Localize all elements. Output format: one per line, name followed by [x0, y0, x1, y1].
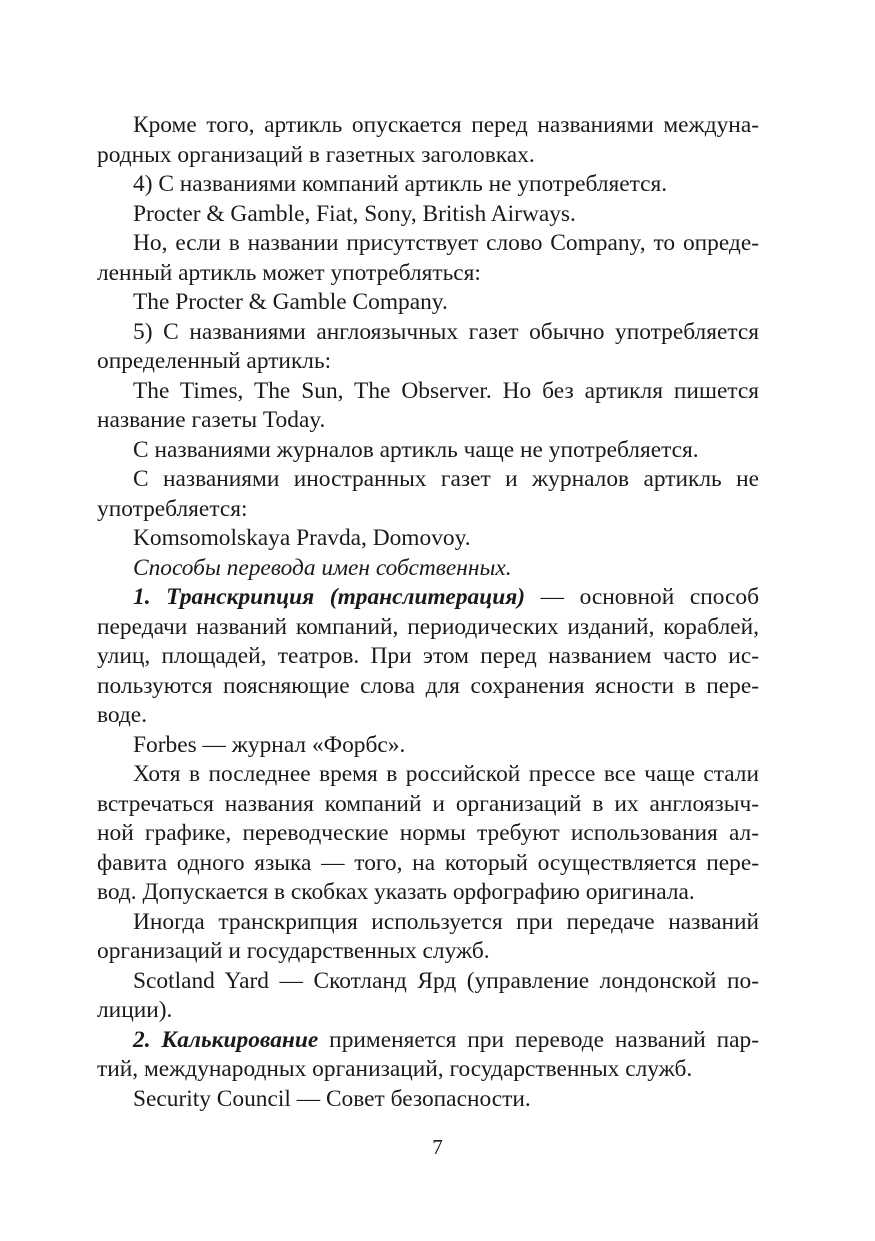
text-line: ной графике, переводческие нормы требуют использования ал-: [97, 820, 759, 846]
paragraph: [97, 318, 759, 377]
text-line: улиц, площадей, театров. При этом перед названием часто ис-: [97, 643, 759, 669]
example-line: лиции).: [97, 997, 173, 1023]
paragraph: [97, 583, 759, 731]
example-line: Procter & Gamble, Fiat, Sony, British Airways.: [133, 200, 576, 227]
term-heading-transcription: 1. Транскрипция (транслитерация): [133, 584, 526, 610]
paragraph: [97, 288, 759, 318]
paragraph: [97, 908, 759, 967]
section-subheading: Способы перевода имен собственных.: [133, 554, 512, 581]
text-line: The Times, The Sun, The Observer. Но без артикля пишется: [133, 377, 759, 404]
paragraph: [97, 731, 759, 761]
text-line: Хотя в последнее время в российской прессе все чаще стали: [133, 761, 759, 787]
text-fragment: применяется при переводе названий пар-: [318, 1026, 759, 1053]
paragraph: [97, 111, 759, 170]
paragraph: [97, 436, 759, 466]
text-line: С названиями журналов артикль чаще не употребляется.: [133, 436, 699, 463]
paragraph: [97, 524, 759, 554]
text-fragment: — основной способ: [525, 584, 759, 610]
text-line: ленный артикль может употребляться:: [97, 259, 481, 286]
paragraph: [97, 967, 759, 1026]
text-line: 5) С названиями англоязычных газет обычно употребляется: [133, 318, 759, 345]
paragraph: [97, 554, 759, 584]
example-line: Security Council — Совет безопасности.: [133, 1085, 531, 1112]
paragraph: [97, 1085, 759, 1115]
paragraph: [97, 1026, 759, 1085]
example-line: Komsomolskaya Pravda, Domovoy.: [133, 525, 471, 551]
example-line: Forbes — журнал «Форбс».: [133, 731, 406, 758]
text-line: определенный артикль:: [97, 348, 332, 374]
text-line: С названиями иностранных газет и журналов артикль не: [133, 466, 759, 492]
text-line: организаций и государственных служб.: [97, 938, 490, 964]
text-line: Но, если в названии присутствует слово Company, то опреде-: [133, 230, 759, 256]
text-line: Кроме того, артикль опускается перед названиями междуна-: [133, 112, 759, 138]
example-line: Scotland Yard — Скотланд Ярд (управление лондонской по-: [133, 967, 759, 994]
text-line: фавита одного языка — того, на который осуществляется пере-: [97, 849, 759, 876]
text-line: тий, международных организаций, государственных служб.: [97, 1056, 693, 1082]
paragraph: [97, 170, 759, 200]
text-line: название газеты Today.: [97, 407, 326, 433]
text-line: употребляется:: [97, 495, 248, 522]
text-line: [97, 583, 759, 613]
paragraph: [97, 229, 759, 288]
text-line: [97, 1026, 759, 1056]
text-line: родных организаций в газетных заголовках.: [97, 141, 535, 168]
text-line: вод. Допускается в скобках указать орфографию оригинала.: [97, 879, 695, 905]
text-line: 4) С названиями компаний артикль не употребляется.: [133, 171, 668, 197]
text-line: встречаться названия компаний и организаций в их англоязыч-: [97, 790, 759, 817]
text-line: воде.: [97, 702, 148, 728]
body-text: [97, 111, 759, 1114]
paragraph: [97, 200, 759, 230]
paragraph: [97, 465, 759, 524]
term-heading-calque: 2. Калькирование: [133, 1026, 319, 1053]
paragraph: [97, 377, 759, 436]
text-line: пользуются поясняющие слова для сохранения ясности в пере-: [97, 672, 759, 699]
page-number: 7: [432, 1135, 443, 1159]
example-line: The Procter & Gamble Company.: [133, 289, 448, 315]
paragraph: [97, 760, 759, 908]
text-line: Иногда транскрипция используется при передаче названий: [133, 908, 759, 935]
text-line: передачи названий компаний, периодических изданий, кораблей,: [97, 613, 759, 640]
